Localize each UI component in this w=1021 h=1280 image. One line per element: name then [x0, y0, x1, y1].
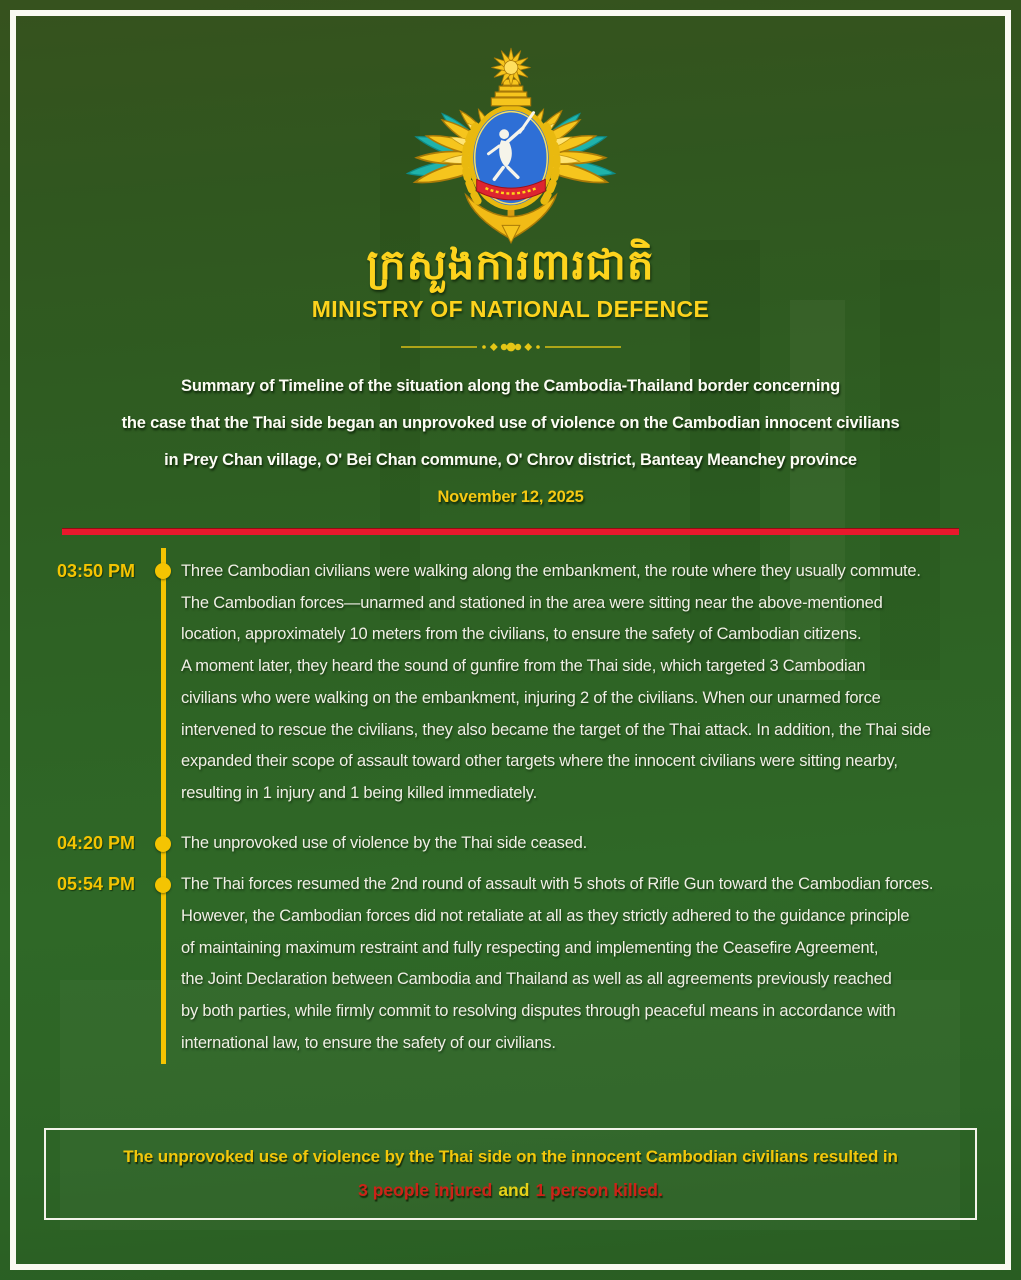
result-injured: 3 people injured — [358, 1180, 493, 1200]
timeline-dot-icon — [155, 836, 171, 852]
timeline-text-line: civilians who were walking on the embankment, injuring 2 of the civilians. When our unarmed force — [181, 688, 881, 707]
timeline-text — [150, 828, 1021, 860]
result-box — [44, 1128, 977, 1220]
timeline-text-line: resulting in 1 injury and 1 being killed immediately. — [181, 783, 537, 802]
timeline-time: 04:20 PM — [57, 832, 136, 853]
timeline-text-line: location, approximately 10 meters from the civilians, to ensure the safety of Cambodian citizens. — [181, 625, 862, 644]
result-line1: The unprovoked use of violence by the Thai side on the innocent Cambodian civilians resulted in — [123, 1147, 898, 1166]
timeline-text-line: intervened to rescue the civilians, they also became the target of the Thai attack. In addition, the Thai side — [181, 720, 931, 739]
timeline-text-line: The Thai forces resumed the 2nd round of assault with 5 shots of Rifle Gun toward the Cambodian forces. — [181, 875, 934, 894]
timeline-entry — [0, 869, 1021, 1059]
timeline-text-line: A moment later, they heard the sound of gunfire from the Thai side, which targeted 3 Cambodian — [181, 657, 866, 676]
summary-block — [0, 368, 1021, 516]
timeline-time: 03:50 PM — [57, 561, 136, 581]
summary-line: Summary of Timeline of the situation along the Cambodia-Thailand border concerning — [181, 377, 840, 395]
timeline-text-line: by both parties, while firmly commit to resolving disputes through peaceful means in accordance with — [181, 1002, 896, 1021]
summary-line: in Prey Chan village, O' Bei Chan commune, O' Chrov district, Banteay Meanchey province — [164, 451, 857, 469]
timeline — [0, 548, 1021, 1073]
timeline-text-line: international law, to ensure the safety of our civilians. — [181, 1033, 556, 1052]
timeline-text-line: Three Cambodian civilians were walking along the embankment, the route where they usually commute. — [181, 562, 921, 580]
timeline-text-line: The unprovoked use of violence by the Thai side ceased. — [181, 833, 588, 852]
ornamental-divider-icon — [401, 340, 621, 354]
result-killed: 1 person killed. — [535, 1180, 663, 1200]
red-separator-rule — [62, 528, 959, 535]
timeline-text-line: However, the Cambodian forces did not retaliate at all as they strictly adhered to the guidance principle — [181, 907, 910, 926]
timeline-text — [150, 869, 1021, 1059]
ministry-title: MINISTRY OF NATIONAL DEFENCE — [311, 296, 710, 322]
khmer-ministry-title: ក្រសួងការពារជាតិ — [366, 241, 655, 288]
timeline-text-line: the Joint Declaration between Cambodia and Thailand as well as all agreements previously reached — [181, 970, 892, 989]
timeline-text-line: of maintaining maximum restraint and fully respecting and implementing the Ceasefire Agreement, — [181, 938, 879, 957]
summary-date: November 12, 2025 — [437, 488, 584, 506]
ministry-emblem-icon — [393, 44, 629, 244]
timeline-text — [150, 556, 1021, 810]
timeline-entry — [0, 828, 1021, 860]
summary-line: the case that the Thai side began an unprovoked use of violence on the Cambodian innocent civilians — [121, 414, 900, 432]
result-line2 — [46, 1180, 975, 1201]
timeline-dot-icon — [155, 563, 171, 579]
result-conjunction: and — [498, 1180, 530, 1200]
timeline-text-line: The Cambodian forces—unarmed and stationed in the area were sitting near the above-mentioned — [181, 593, 883, 612]
timeline-time: 05:54 PM — [57, 874, 136, 895]
timeline-entry — [0, 548, 1021, 810]
timeline-text-line: expanded their scope of assault toward other targets where the innocent civilians were sitting nearby, — [181, 752, 898, 771]
